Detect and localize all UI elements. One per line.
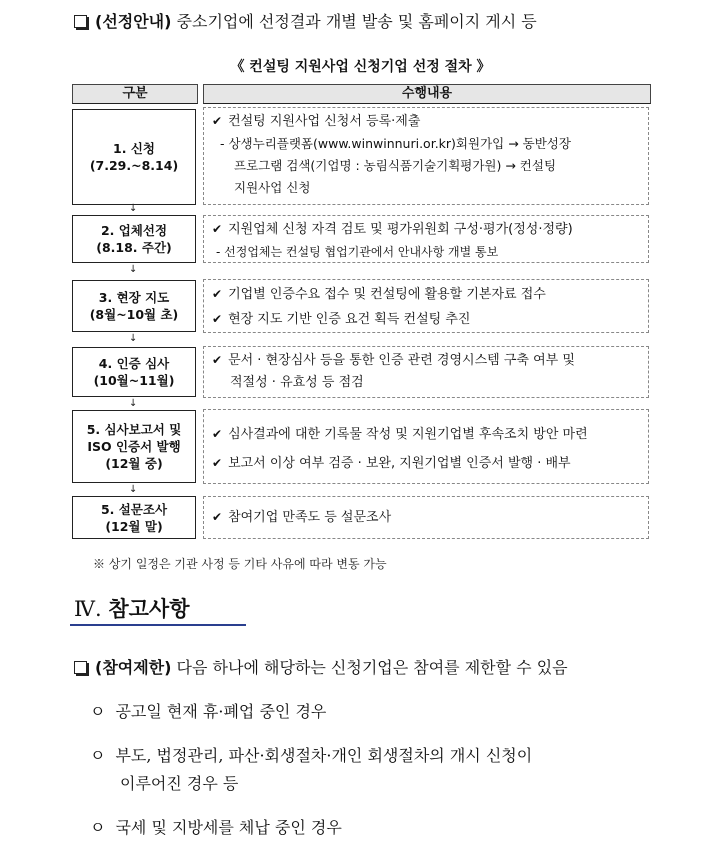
step-certification-audit-content bbox=[203, 346, 649, 398]
content-line: ✔ 지원업체 신청 자격 검토 및 평가위원회 구성·평가(정성·정량) bbox=[212, 218, 640, 241]
step-selection bbox=[72, 215, 196, 263]
step-title: 5. 설문조사 bbox=[100, 501, 168, 517]
content-line: ✔ 문서 · 현장심사 등을 통한 인증 관련 경영시스템 구축 여부 및 bbox=[212, 349, 640, 372]
down-arrow-icon: ↓ bbox=[129, 398, 138, 409]
selection-notice-label: (선정안내) bbox=[95, 12, 172, 31]
content-line: 지원사업 신청 bbox=[234, 180, 311, 195]
down-arrow-icon: ↓ bbox=[129, 484, 138, 495]
step-survey bbox=[72, 496, 196, 539]
content-line: ✔ 현장 지도 기반 인증 요건 획득 컨설팅 추진 bbox=[212, 307, 640, 332]
section-title: 참고사항 bbox=[108, 597, 190, 621]
checkbox-icon bbox=[74, 15, 87, 28]
content-line: ✔ 참여기업 만족도 등 설문조사 bbox=[212, 506, 640, 529]
step-period: (8.18. 주간) bbox=[96, 240, 172, 255]
restriction-item-text-continued: 이루어진 경우 등 bbox=[120, 774, 239, 793]
section-underline bbox=[70, 624, 246, 626]
checkbox-icon bbox=[74, 661, 87, 674]
schedule-note: ※ 상기 일정은 기관 사정 등 기타 사유에 따라 변동 가능 bbox=[93, 557, 387, 571]
restriction-item bbox=[90, 816, 342, 840]
step-period: (8월~10월 초) bbox=[89, 307, 179, 322]
step-audit-report-content bbox=[203, 409, 649, 484]
step-period: (12월 중) bbox=[105, 456, 163, 471]
restriction-item-text: 부도, 법정관리, 파산·회생절차·개인 회생절차의 개시 신청이 bbox=[115, 746, 533, 765]
content-line: ✔ 보고서 이상 여부 검증 · 보완, 지원기업별 인증서 발행 · 배부 bbox=[212, 449, 640, 478]
content-line: ✔ 심사결과에 대한 기록물 작성 및 지원기업별 후속조치 방안 마련 bbox=[212, 420, 640, 449]
circle-bullet-icon: ㅇ bbox=[90, 746, 106, 765]
step-title: 1. 신청 bbox=[113, 141, 155, 156]
restriction-text: 다음 하나에 해당하는 신청기업은 참여를 제한할 수 있음 bbox=[176, 658, 568, 677]
step-title: 5. 심사보고서 및 bbox=[86, 422, 182, 437]
step-title: 4. 인증 심사 bbox=[98, 356, 170, 371]
restriction-item-text: 공고일 현재 휴·폐업 중인 경우 bbox=[115, 702, 327, 721]
section-numeral: Ⅳ. bbox=[74, 597, 102, 621]
step-onsite-guidance bbox=[72, 280, 196, 332]
restriction-item bbox=[90, 700, 326, 724]
step-period: (12월 말) bbox=[105, 518, 163, 534]
table-header-content: 수행내용 bbox=[203, 84, 651, 104]
step-apply-content bbox=[203, 107, 649, 205]
step-onsite-guidance-content bbox=[203, 279, 649, 333]
down-arrow-icon: ↓ bbox=[129, 203, 138, 214]
restriction-label: (참여제한) bbox=[95, 658, 172, 677]
step-title-second: ISO 인증서 발행 bbox=[87, 439, 181, 454]
step-audit-report bbox=[72, 410, 196, 483]
down-arrow-icon: ↓ bbox=[129, 333, 138, 344]
restriction-item bbox=[90, 742, 660, 798]
selection-notice bbox=[74, 10, 537, 34]
circle-bullet-icon: ㅇ bbox=[90, 702, 106, 721]
step-title: 2. 업체선정 bbox=[100, 223, 168, 238]
selection-notice-text: 중소기업에 선정결과 개별 발송 및 홈페이지 게시 등 bbox=[176, 12, 537, 31]
content-line: - 상생누리플랫폼(www.winwinnuri.or.kr)회원가입 → 동반성장 bbox=[220, 136, 571, 151]
content-line: 적절성 · 유효성 등 점검 bbox=[230, 375, 364, 390]
step-certification-audit bbox=[72, 347, 196, 397]
procedure-title: 《 컨설팅 지원사업 신청기업 선정 절차 》 bbox=[230, 59, 491, 75]
content-line: ✔ 컨설팅 지원사업 신청서 등록·제출 bbox=[212, 110, 640, 133]
step-title: 3. 현장 지도 bbox=[98, 290, 170, 305]
section-heading bbox=[74, 596, 190, 622]
content-line: ✔ 기업별 인증수요 접수 및 컨설팅에 활용할 기본자료 접수 bbox=[212, 282, 640, 307]
content-line: 프로그램 검색(기업명 : 농림식품기술기획평가원) → 컨설팅 bbox=[234, 158, 557, 173]
step-period: (7.29.~8.14) bbox=[89, 158, 179, 173]
restriction-item-text: 국세 및 지방세를 체납 중인 경우 bbox=[115, 818, 342, 837]
table-header-category: 구분 bbox=[72, 84, 198, 104]
content-line: - 선정업체는 컨설팅 협업기관에서 안내사항 개별 통보 bbox=[216, 245, 499, 259]
restriction-notice bbox=[74, 656, 568, 680]
down-arrow-icon: ↓ bbox=[129, 264, 138, 275]
step-selection-content bbox=[203, 215, 649, 263]
step-period: (10월~11월) bbox=[93, 373, 175, 388]
step-apply bbox=[72, 109, 196, 205]
step-survey-content bbox=[203, 496, 649, 539]
circle-bullet-icon: ㅇ bbox=[90, 818, 106, 837]
